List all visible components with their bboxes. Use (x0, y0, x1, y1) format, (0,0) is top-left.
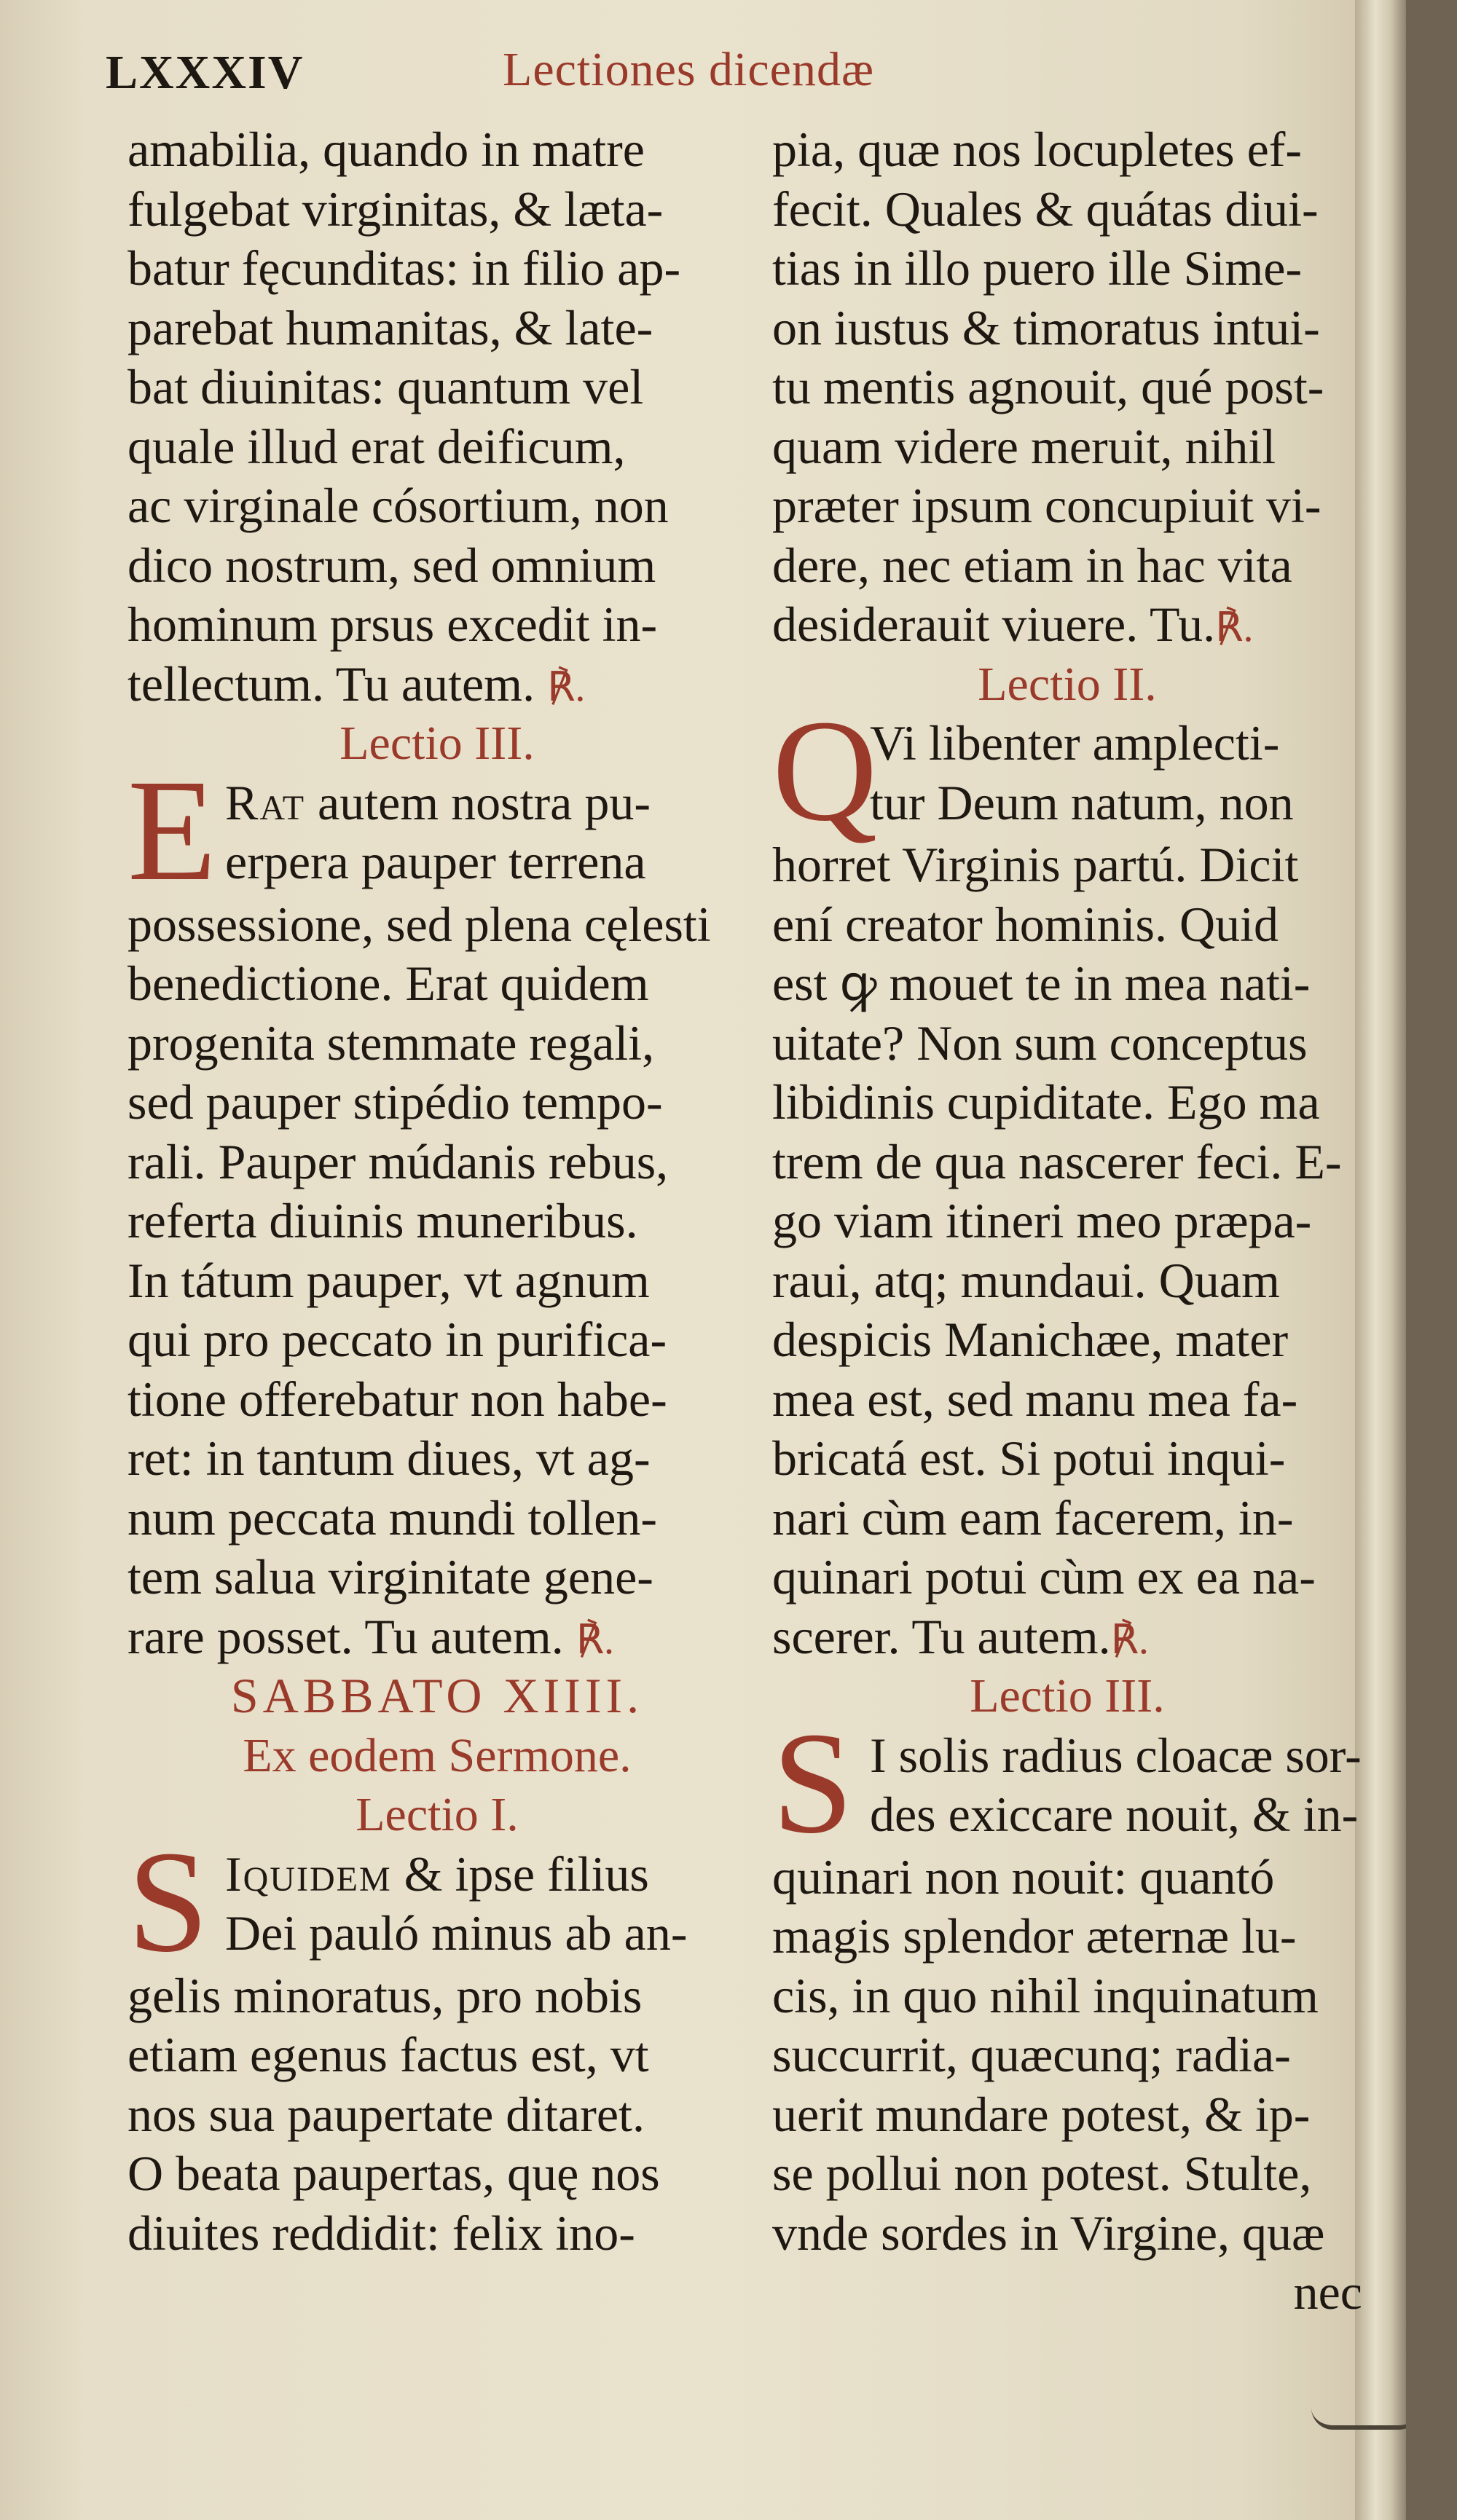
lectio-2-body (772, 690, 1362, 1666)
drop-cap: Q (772, 690, 878, 851)
binding-clip-mark (1311, 2396, 1406, 2430)
text-line: ret: in tantum diues, vt ag- (127, 1430, 651, 1486)
text-line: succurrit, quæcunq; radia- (772, 2027, 1291, 2082)
text-line: dere, nec etiam in hac vita (772, 537, 1292, 593)
text-span: autem nostra pu- (305, 774, 651, 830)
text-line: vnde sordes in Virgine, quæ (772, 2205, 1325, 2261)
text-line: quinari non nouit: quantó (772, 1848, 1275, 1905)
text-line: tur Deum natum, non (870, 774, 1294, 830)
lectio-3-right-body (772, 1702, 1362, 2323)
text-line: tu mentis agnouit, qué post- (772, 359, 1324, 414)
text-line: progenita stemmate regali, (127, 1015, 655, 1071)
sermon-heading: Ex eodem Sermone. (243, 1728, 632, 1782)
text-line: referta diuinis muneribus. (127, 1193, 638, 1248)
text-span: scerer. Tu autem. (772, 1608, 1111, 1664)
text-line: præter ipsum concupiuit vi- (772, 478, 1321, 533)
text-line: fecit. Quales & quátas diui- (772, 181, 1319, 237)
text-line: tias in illo puero ille Sime- (772, 240, 1303, 296)
lectio-heading: Lectio I. (356, 1788, 519, 1841)
versicle-mark: ℟. (576, 1617, 615, 1663)
text-line: on iustus & timoratus intui- (772, 299, 1320, 355)
text-line: tione offerebatur non habe- (127, 1371, 667, 1427)
section-heading: SABBATO XIIII. (230, 1668, 644, 1723)
text-line: In tátum pauper, vt agnum (127, 1252, 650, 1308)
text-line (127, 655, 747, 714)
text-line (127, 1845, 747, 1905)
lectio-heading: Lectio III. (339, 717, 535, 770)
text-line: cis, in quo nihil inquinatum (772, 1967, 1319, 2023)
drop-cap: E (127, 749, 217, 911)
small-caps-word: Rat (225, 774, 306, 830)
text-line: libidinis cupiditate. Ego ma (772, 1074, 1320, 1130)
running-title: Lectiones dicendæ (503, 43, 875, 96)
text-line: hominum prsus excedit in- (127, 596, 658, 652)
text-line: sed pauper stipédio tempo- (127, 1074, 663, 1130)
page-edge (1355, 0, 1406, 2520)
text-line: magis splendor æternæ lu- (772, 1908, 1297, 1964)
text-line: num peccata mundi tollen- (127, 1489, 657, 1546)
text-line: quam videre meruit, nihil (772, 418, 1276, 474)
versicle-mark: ℟. (1215, 605, 1254, 650)
lectio-heading: Lectio II. (978, 657, 1157, 711)
text-line: nari cùm eam facerem, in- (772, 1489, 1294, 1546)
right-column (772, 120, 1362, 2323)
text-line: bat diuinitas: quantum vel (127, 359, 644, 414)
text-line: qui pro peccato in purifica- (127, 1312, 667, 1367)
text-line: benedictione. Erat quidem (127, 956, 649, 1011)
text-span: rare posset. Tu autem. (127, 1608, 564, 1664)
text-line: etiam egenus factus est, vt (127, 2027, 649, 2082)
text-line: dico nostrum, sed omnium (127, 537, 656, 593)
text-line: erpera pauper terrena (225, 834, 646, 889)
left-column (127, 120, 747, 2263)
text-line: bricatá est. Si potui inqui- (772, 1430, 1286, 1486)
text-line (772, 595, 1362, 655)
text-line: gelis minoratus, pro nobis (127, 1967, 643, 2023)
text-line: I solis radius cloacæ sor- (870, 1727, 1362, 1783)
text-line: est ꝙ mouet te in mea nati- (772, 956, 1311, 1011)
drop-cap: S (127, 1821, 209, 1982)
text-line: se pollui non potest. Stulte, (772, 2146, 1312, 2201)
text-line: mea est, sed manu mea fa- (772, 1371, 1298, 1427)
text-line: possessione, sed plena cęlesti (127, 896, 711, 952)
text-line: tem salua virginitate gene- (127, 1549, 653, 1604)
text-line: quale illud erat deificum, (127, 418, 626, 474)
text-line: uerit mundare potest, & ip- (772, 2086, 1311, 2142)
text-line: Vi libenter amplecti- (870, 715, 1280, 771)
text-line: rali. Pauper múdanis rebus, (127, 1133, 669, 1189)
text-line: uitate? Non sum conceptus (772, 1015, 1308, 1071)
text-line: des exiccare nouit, & in- (870, 1787, 1359, 1842)
versicle-mark: ℟. (1110, 1617, 1149, 1663)
catchword: nec (1293, 2264, 1362, 2320)
lectio-heading: Lectio III. (970, 1669, 1165, 1722)
text-line: pia, quæ nos locupletes ef- (772, 122, 1303, 177)
text-line: fulgebat virginitas, & læta- (127, 181, 664, 237)
text-line: ac virginale cósortium, non (127, 478, 669, 533)
text-line: raui, atq; mundaui. Quam (772, 1252, 1280, 1308)
text-line: despicis Manichæe, mater (772, 1312, 1289, 1367)
text-line: go viam itineri meo præpa- (772, 1193, 1312, 1248)
lectio-1-body (127, 1821, 747, 2264)
small-caps-word: Iquidem (225, 1846, 392, 1902)
text-line (127, 1607, 747, 1667)
lectio-3-body (127, 749, 747, 1667)
folio-number: LXXXIV (106, 46, 305, 99)
text-span: tellectum. Tu autem. (127, 655, 535, 712)
text-span: desiderauit viuere. Tu. (772, 596, 1216, 652)
text-span: & ipse filius (391, 1846, 649, 1902)
right-text-block-a (772, 120, 1362, 655)
text-line: diuites reddidit: felix ino- (127, 2205, 635, 2261)
versicle-mark: ℟. (547, 664, 586, 710)
text-line: parebat humanitas, & late- (127, 299, 653, 355)
text-line: nos sua paupertate ditaret. (127, 2086, 645, 2142)
text-line: horret Virginis partú. Dicit (772, 837, 1299, 892)
text-line: amabilia, quando in matre (127, 122, 645, 177)
text-line (772, 1607, 1362, 1667)
text-line: trem de qua nascerer feci. E- (772, 1133, 1342, 1189)
text-line: O beata paupertas, quę nos (127, 2146, 660, 2201)
text-line: Dei pauló minus ab an- (225, 1905, 688, 1961)
text-line: ení creator hominis. Quid (772, 896, 1279, 952)
drop-cap: S (772, 1702, 854, 1864)
left-text-block-a (127, 120, 747, 714)
text-line: batur fęcunditas: in filio ap- (127, 240, 681, 296)
text-line (127, 773, 747, 833)
text-line: quinari potui cùm ex ea na- (772, 1549, 1316, 1604)
